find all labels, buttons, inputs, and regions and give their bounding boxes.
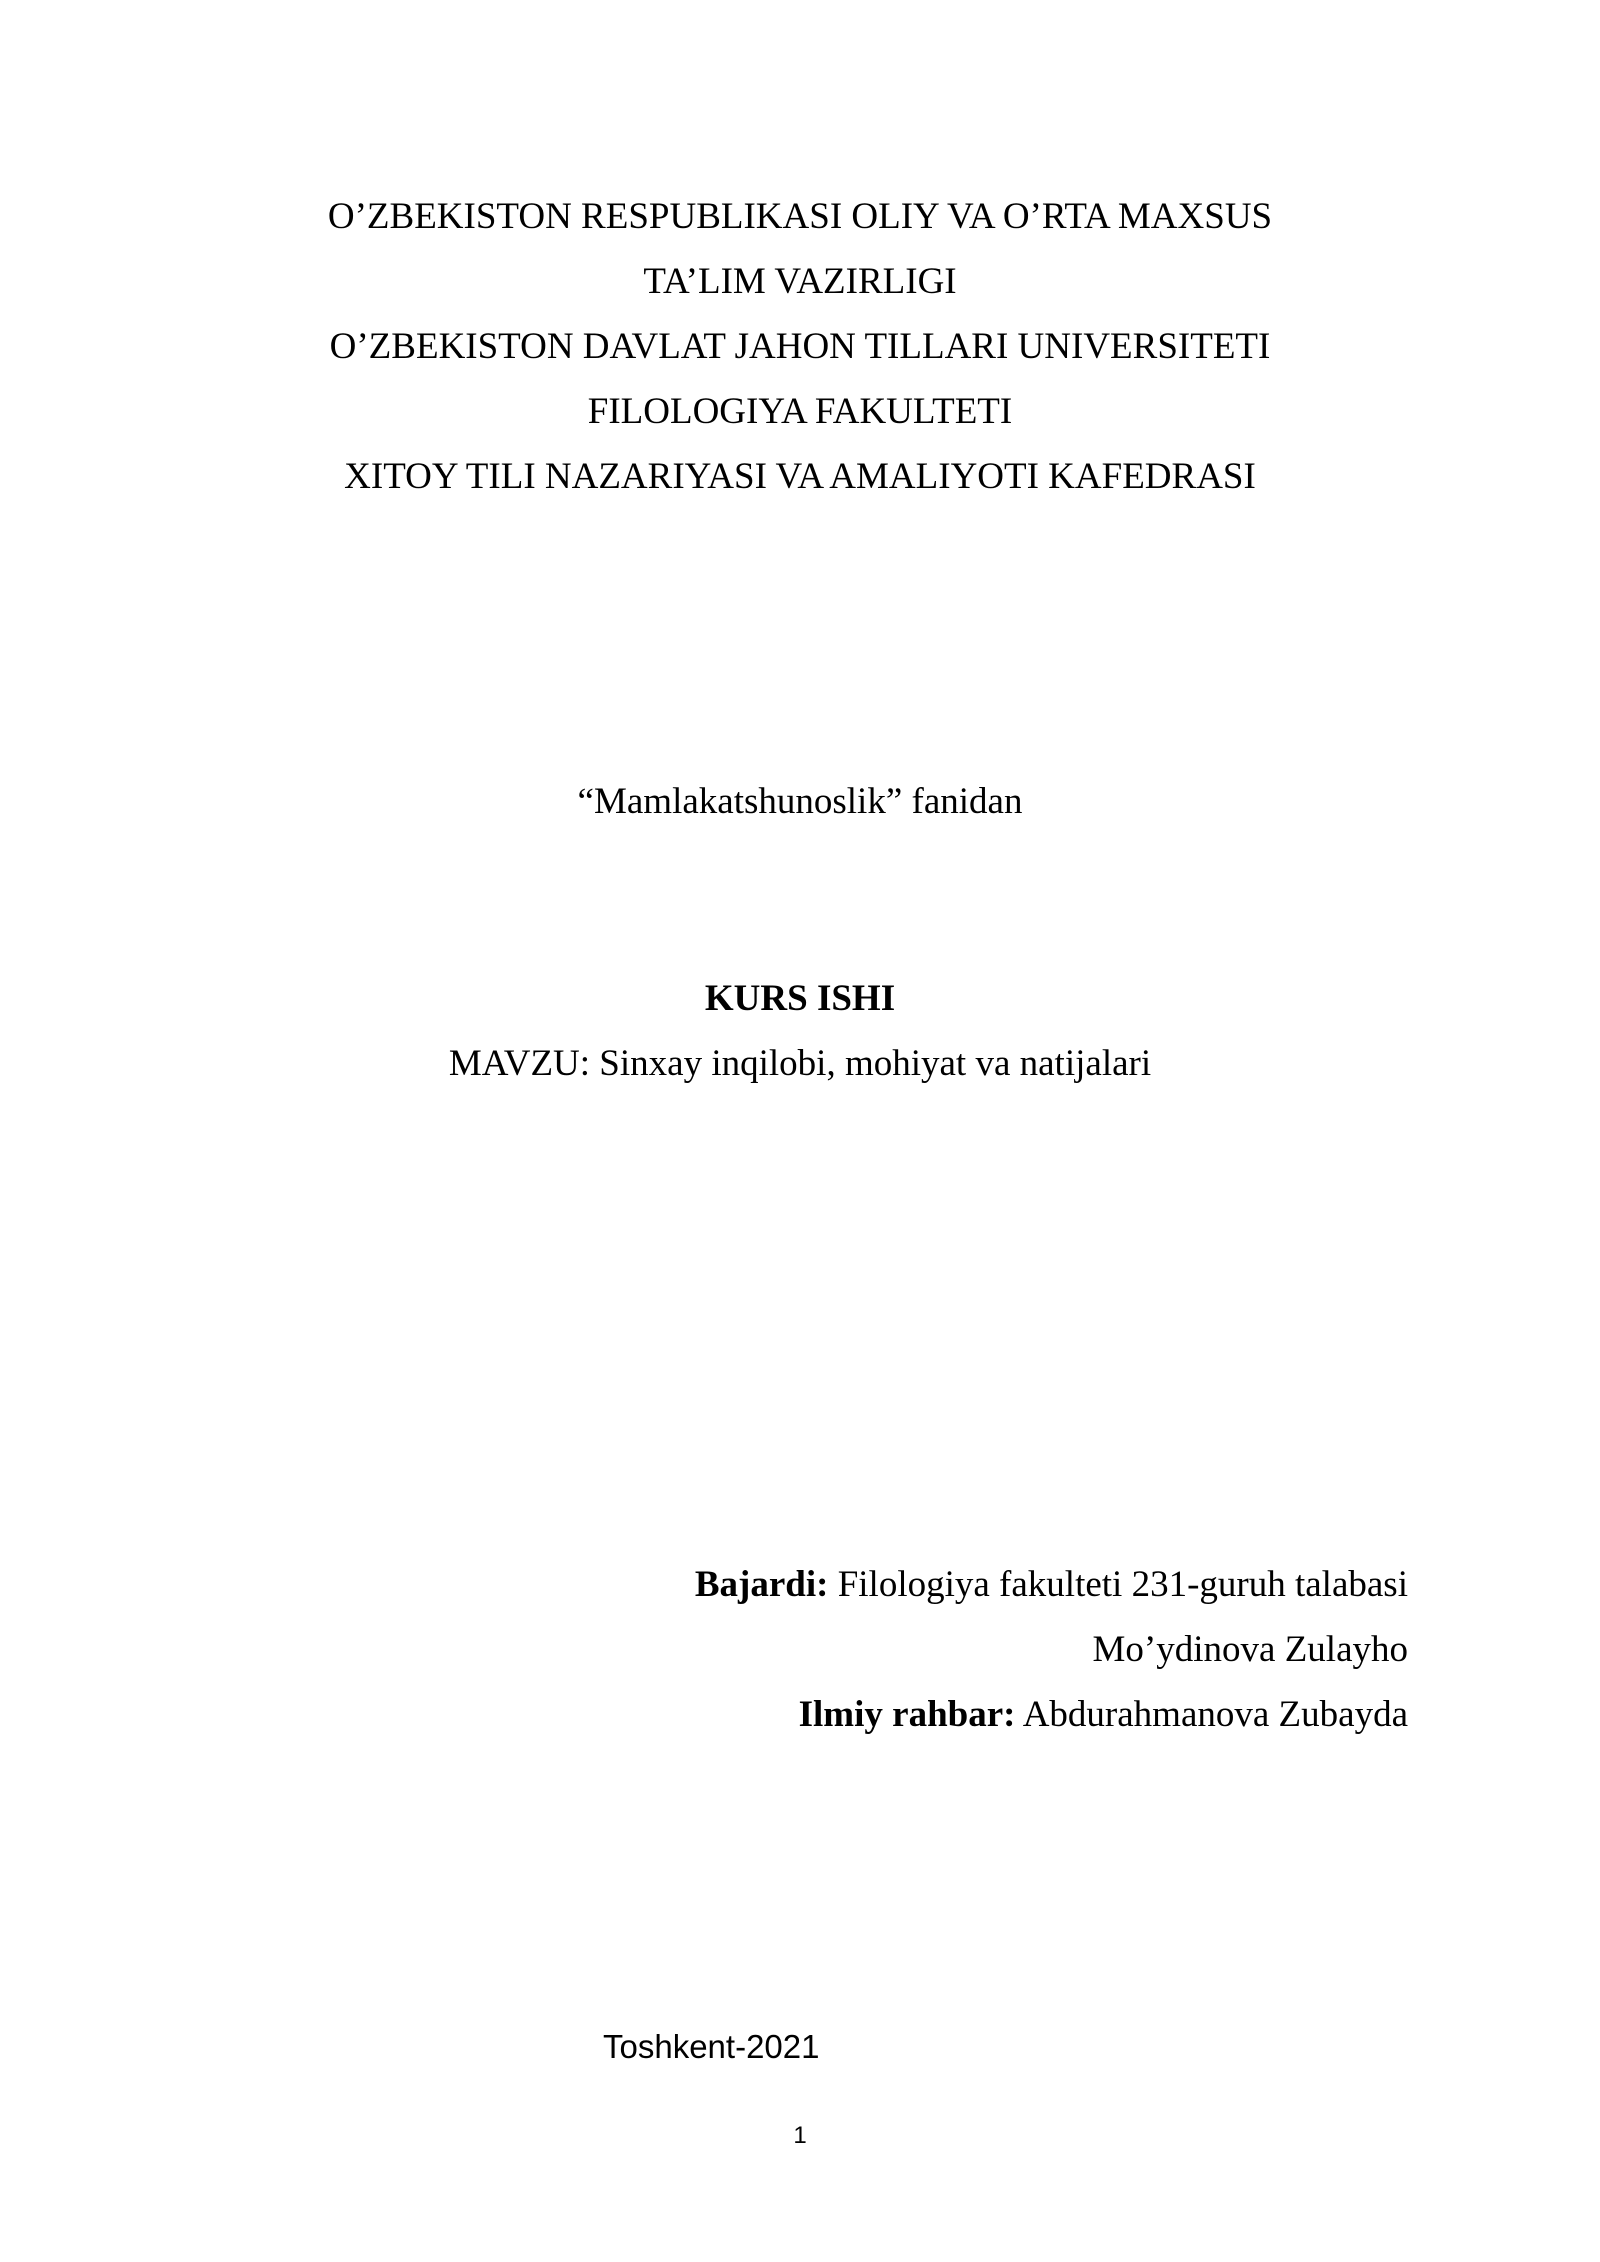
- supervisor-line: [799, 1693, 1408, 1737]
- page-number: 1: [793, 2122, 807, 2149]
- ministry-line-2: TA’LIM VAZIRLIGI: [643, 261, 957, 302]
- work-type-title: KURS ISHI: [704, 978, 896, 1019]
- department-name: XITOY TILI NAZARIYASI VA AMALIYOTI KAFEDRASI: [344, 456, 1256, 497]
- faculty-name: FILOLOGIYA FAKULTETI: [587, 391, 1013, 432]
- supervisor-value: Abdurahmanova Zubayda: [1022, 1694, 1408, 1735]
- place-year: Toshkent-2021: [603, 2028, 820, 2065]
- ministry-line-1: O’ZBEKISTON RESPUBLIKASI OLIY VA O’RTA MAXSUS: [327, 196, 1273, 237]
- subject-line: “Mamlakatshunoslik” fanidan: [577, 781, 1023, 822]
- author-value: Filologiya fakulteti 231-guruh talabasi: [837, 1564, 1408, 1605]
- author-label: Bajardi:: [694, 1564, 829, 1605]
- topic-line: MAVZU: Sinxay inqilobi, mohiyat va natijalari: [448, 1043, 1152, 1084]
- university-name: O’ZBEKISTON DAVLAT JAHON TILLARI UNIVERSITETI: [329, 326, 1271, 367]
- author-name: Mo’ydinova Zulayho: [1092, 1629, 1408, 1670]
- supervisor-label: Ilmiy rahbar:: [798, 1694, 1016, 1735]
- author-line: [695, 1563, 1408, 1607]
